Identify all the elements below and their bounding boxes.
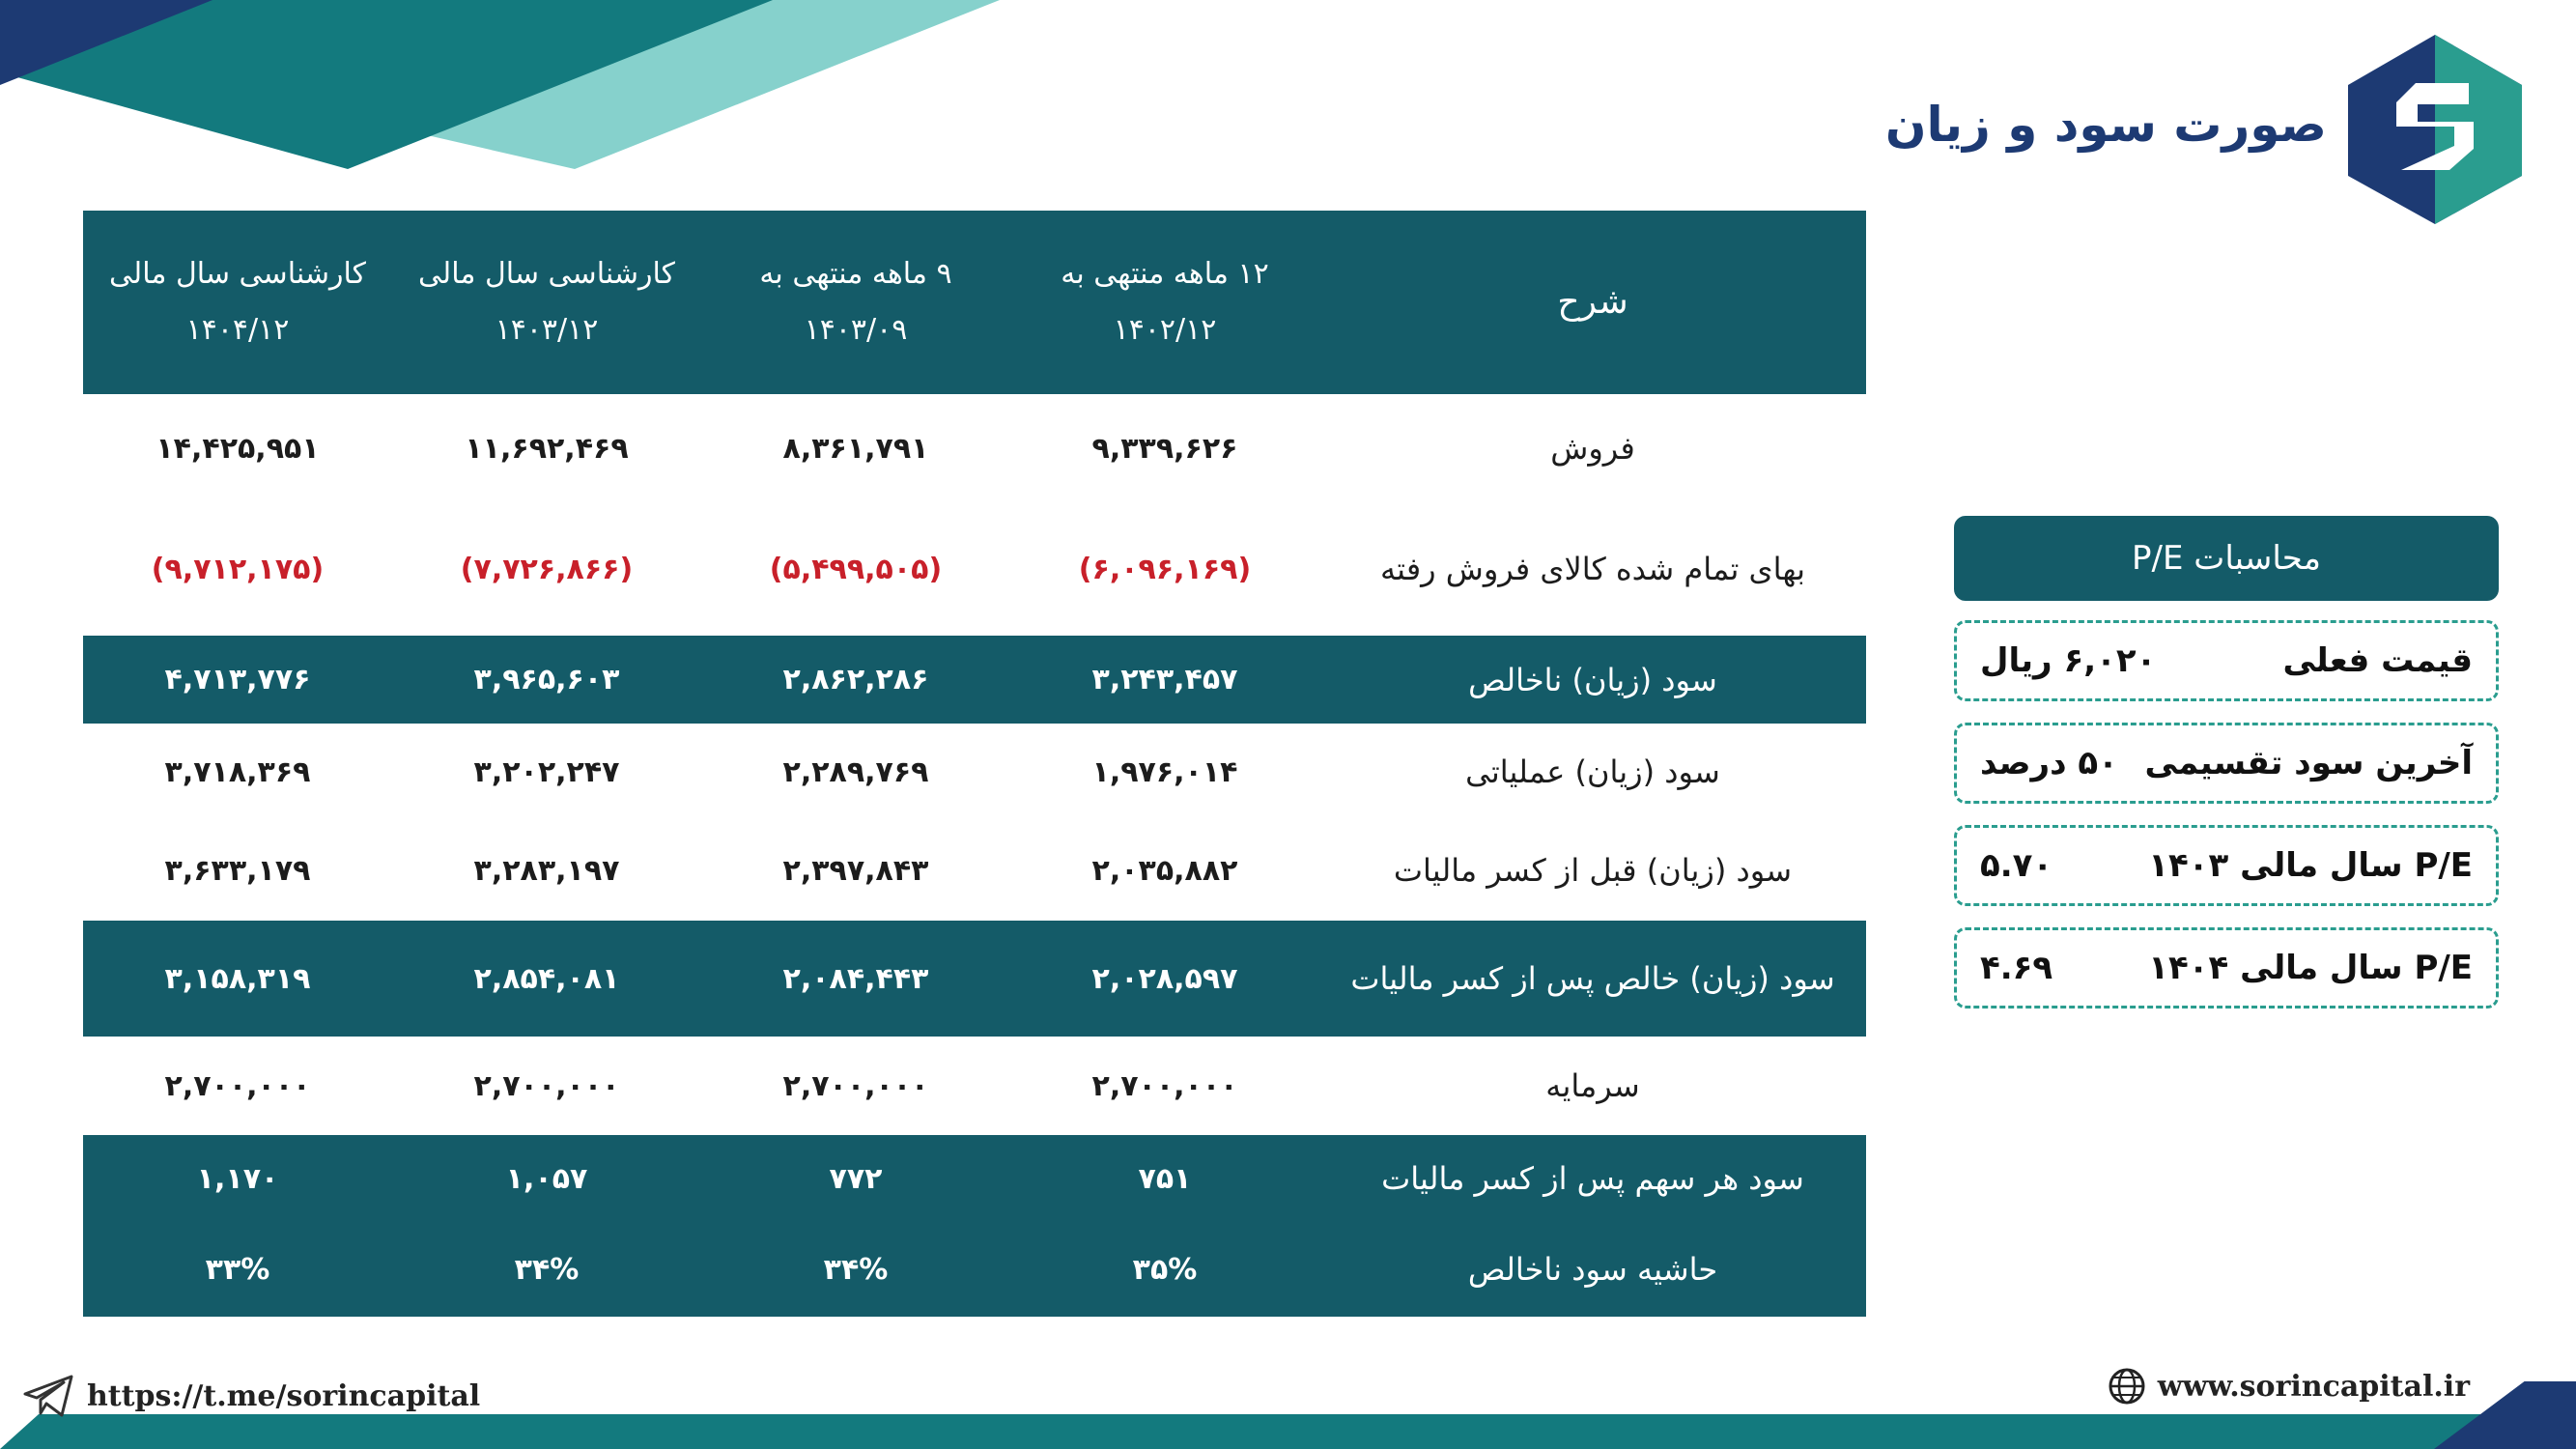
table-header-row [83,211,1866,394]
income-statement-table [83,211,1866,1317]
website-url: www.sorincapital.ir [2157,1369,2470,1404]
pe-row-last-dividend [1954,723,2499,804]
table-row [83,502,1866,636]
table-cell: ۳,۲۰۲,۲۴۷ [473,754,620,789]
table-cell: ۳,۱۵۸,۳۱۹ [83,921,392,1037]
table-cell: ۳,۲۸۳,۱۹۷ [473,853,620,888]
table-row [83,1135,1866,1222]
table-cell: (۹,۷۱۲,۱۷۵) [151,552,325,586]
pe-label: P/E سال مالی ۱۴۰۳ [2148,846,2473,885]
website-link[interactable] [2108,1362,2470,1410]
table-cell: ۷۷۲ [701,1135,1010,1222]
table-cell: ۲,۷۰۰,۰۰۰ [1091,1068,1238,1103]
pe-panel [1954,516,2499,1009]
table-cell: (۷,۷۲۶,۸۶۶) [460,552,634,586]
table-cell: ۲,۷۰۰,۰۰۰ [164,1068,311,1103]
pe-label: قیمت فعلی [2282,641,2473,680]
table-cell: ۴,۷۱۳,۷۷۶ [83,636,392,724]
top-left-decoration [0,0,1062,174]
telegram-icon [23,1375,73,1417]
table-row [83,724,1866,820]
pe-row-current-price [1954,620,2499,701]
header-line1: ۱۲ ماهه منتهی به [1061,257,1269,291]
row-description: سود (زیان) خالص پس از کسر مالیات [1319,921,1866,1037]
header-description: شرح [1319,211,1866,394]
header-line2: ۱۴۰۳/۱۲ [495,313,599,347]
telegram-url: https://t.me/sorincapital [87,1378,481,1413]
table-cell: ۸,۳۶۱,۷۹۱ [782,431,929,466]
table-cell: ۷۵۱ [1010,1135,1319,1222]
table-cell: ۳,۷۱۸,۳۶۹ [164,754,311,789]
sorin-logo-icon [2348,35,2522,224]
table-cell: ۳۴% [392,1222,701,1317]
table-cell: ۲,۰۸۴,۴۴۳ [701,921,1010,1037]
table-row [83,820,1866,921]
header-line2: ۱۴۰۲/۱۲ [1113,313,1217,347]
table-cell: ۳۵% [1010,1222,1319,1317]
row-description: فروش [1550,430,1635,467]
table-cell: ۱,۹۷۶,۰۱۴ [1091,754,1238,789]
table-cell: ۳۴% [701,1222,1010,1317]
table-cell: ۲,۷۰۰,۰۰۰ [782,1068,929,1103]
table-cell: ۱۱,۶۹۲,۴۶۹ [465,431,629,466]
table-cell: ۱,۱۷۰ [83,1135,392,1222]
table-cell: ۲,۲۸۹,۷۶۹ [782,754,929,789]
table-cell: ۳,۹۶۵,۶۰۳ [392,636,701,724]
pe-label: P/E سال مالی ۱۴۰۴ [2148,949,2473,987]
pe-row-1404 [1954,927,2499,1009]
header-col-1404-12 [83,211,392,394]
table-row [83,1222,1866,1317]
table-cell: ۳,۲۴۳,۴۵۷ [1010,636,1319,724]
table-row [83,636,1866,724]
row-description: سود (زیان) ناخالص [1319,636,1866,724]
globe-icon [2108,1367,2146,1406]
page-title: صورت سود و زیان [1884,97,2327,153]
table-cell: ۹,۳۳۹,۶۲۶ [1091,431,1238,466]
table-cell: ۱,۰۵۷ [392,1135,701,1222]
pe-value: ۵۰ درصد [1980,744,2118,782]
header-col-1402-12 [1010,211,1319,394]
header-line1: کارشناسی سال مالی [418,257,675,291]
header-col-1403-09 [701,211,1010,394]
pe-header: محاسبات P/E [1954,516,2499,601]
header-line1: ۹ ماهه منتهی به [759,257,952,291]
pe-label: آخرین سود تقسیمی [2144,744,2473,782]
table-cell: ۲,۸۶۲,۲۸۶ [701,636,1010,724]
row-description: بهای تمام شده کالای فروش رفته [1380,551,1805,587]
row-description: سود هر سهم پس از کسر مالیات [1319,1135,1866,1222]
table-row [83,921,1866,1037]
row-description: سود (زیان) عملیاتی [1465,753,1720,790]
table-cell: ۲,۸۵۴,۰۸۱ [392,921,701,1037]
table-cell: ۲,۳۹۷,۸۴۳ [782,853,929,888]
table-row [83,394,1866,502]
header-col-1403-12 [392,211,701,394]
table-row [83,1037,1866,1135]
table-cell: ۱۴,۴۲۵,۹۵۱ [156,431,320,466]
table-cell: ۳۳% [83,1222,392,1317]
table-cell: ۲,۰۳۵,۸۸۲ [1091,853,1238,888]
pe-row-1403 [1954,825,2499,906]
row-description: سود (زیان) قبل از کسر مالیات [1393,852,1793,889]
pe-value: ۶,۰۲۰ ریال [1980,641,2157,680]
pe-value: ۴.۶۹ [1980,949,2053,987]
table-cell: ۳,۶۳۳,۱۷۹ [164,853,311,888]
header-line1: کارشناسی سال مالی [109,257,366,291]
table-cell: (۶,۰۹۶,۱۶۹) [1078,552,1252,586]
table-cell: (۵,۴۹۹,۵۰۵) [769,552,943,586]
header-line2: ۱۴۰۴/۱۲ [185,313,290,347]
table-cell: ۲,۰۲۸,۵۹۷ [1010,921,1319,1037]
header-line2: ۱۴۰۳/۰۹ [804,313,908,347]
row-description: سرمایه [1545,1067,1640,1104]
table-cell: ۲,۷۰۰,۰۰۰ [473,1068,620,1103]
row-description: حاشیه سود ناخالص [1319,1222,1866,1317]
telegram-link[interactable] [23,1372,480,1420]
pe-value: ۵.۷۰ [1980,846,2053,885]
